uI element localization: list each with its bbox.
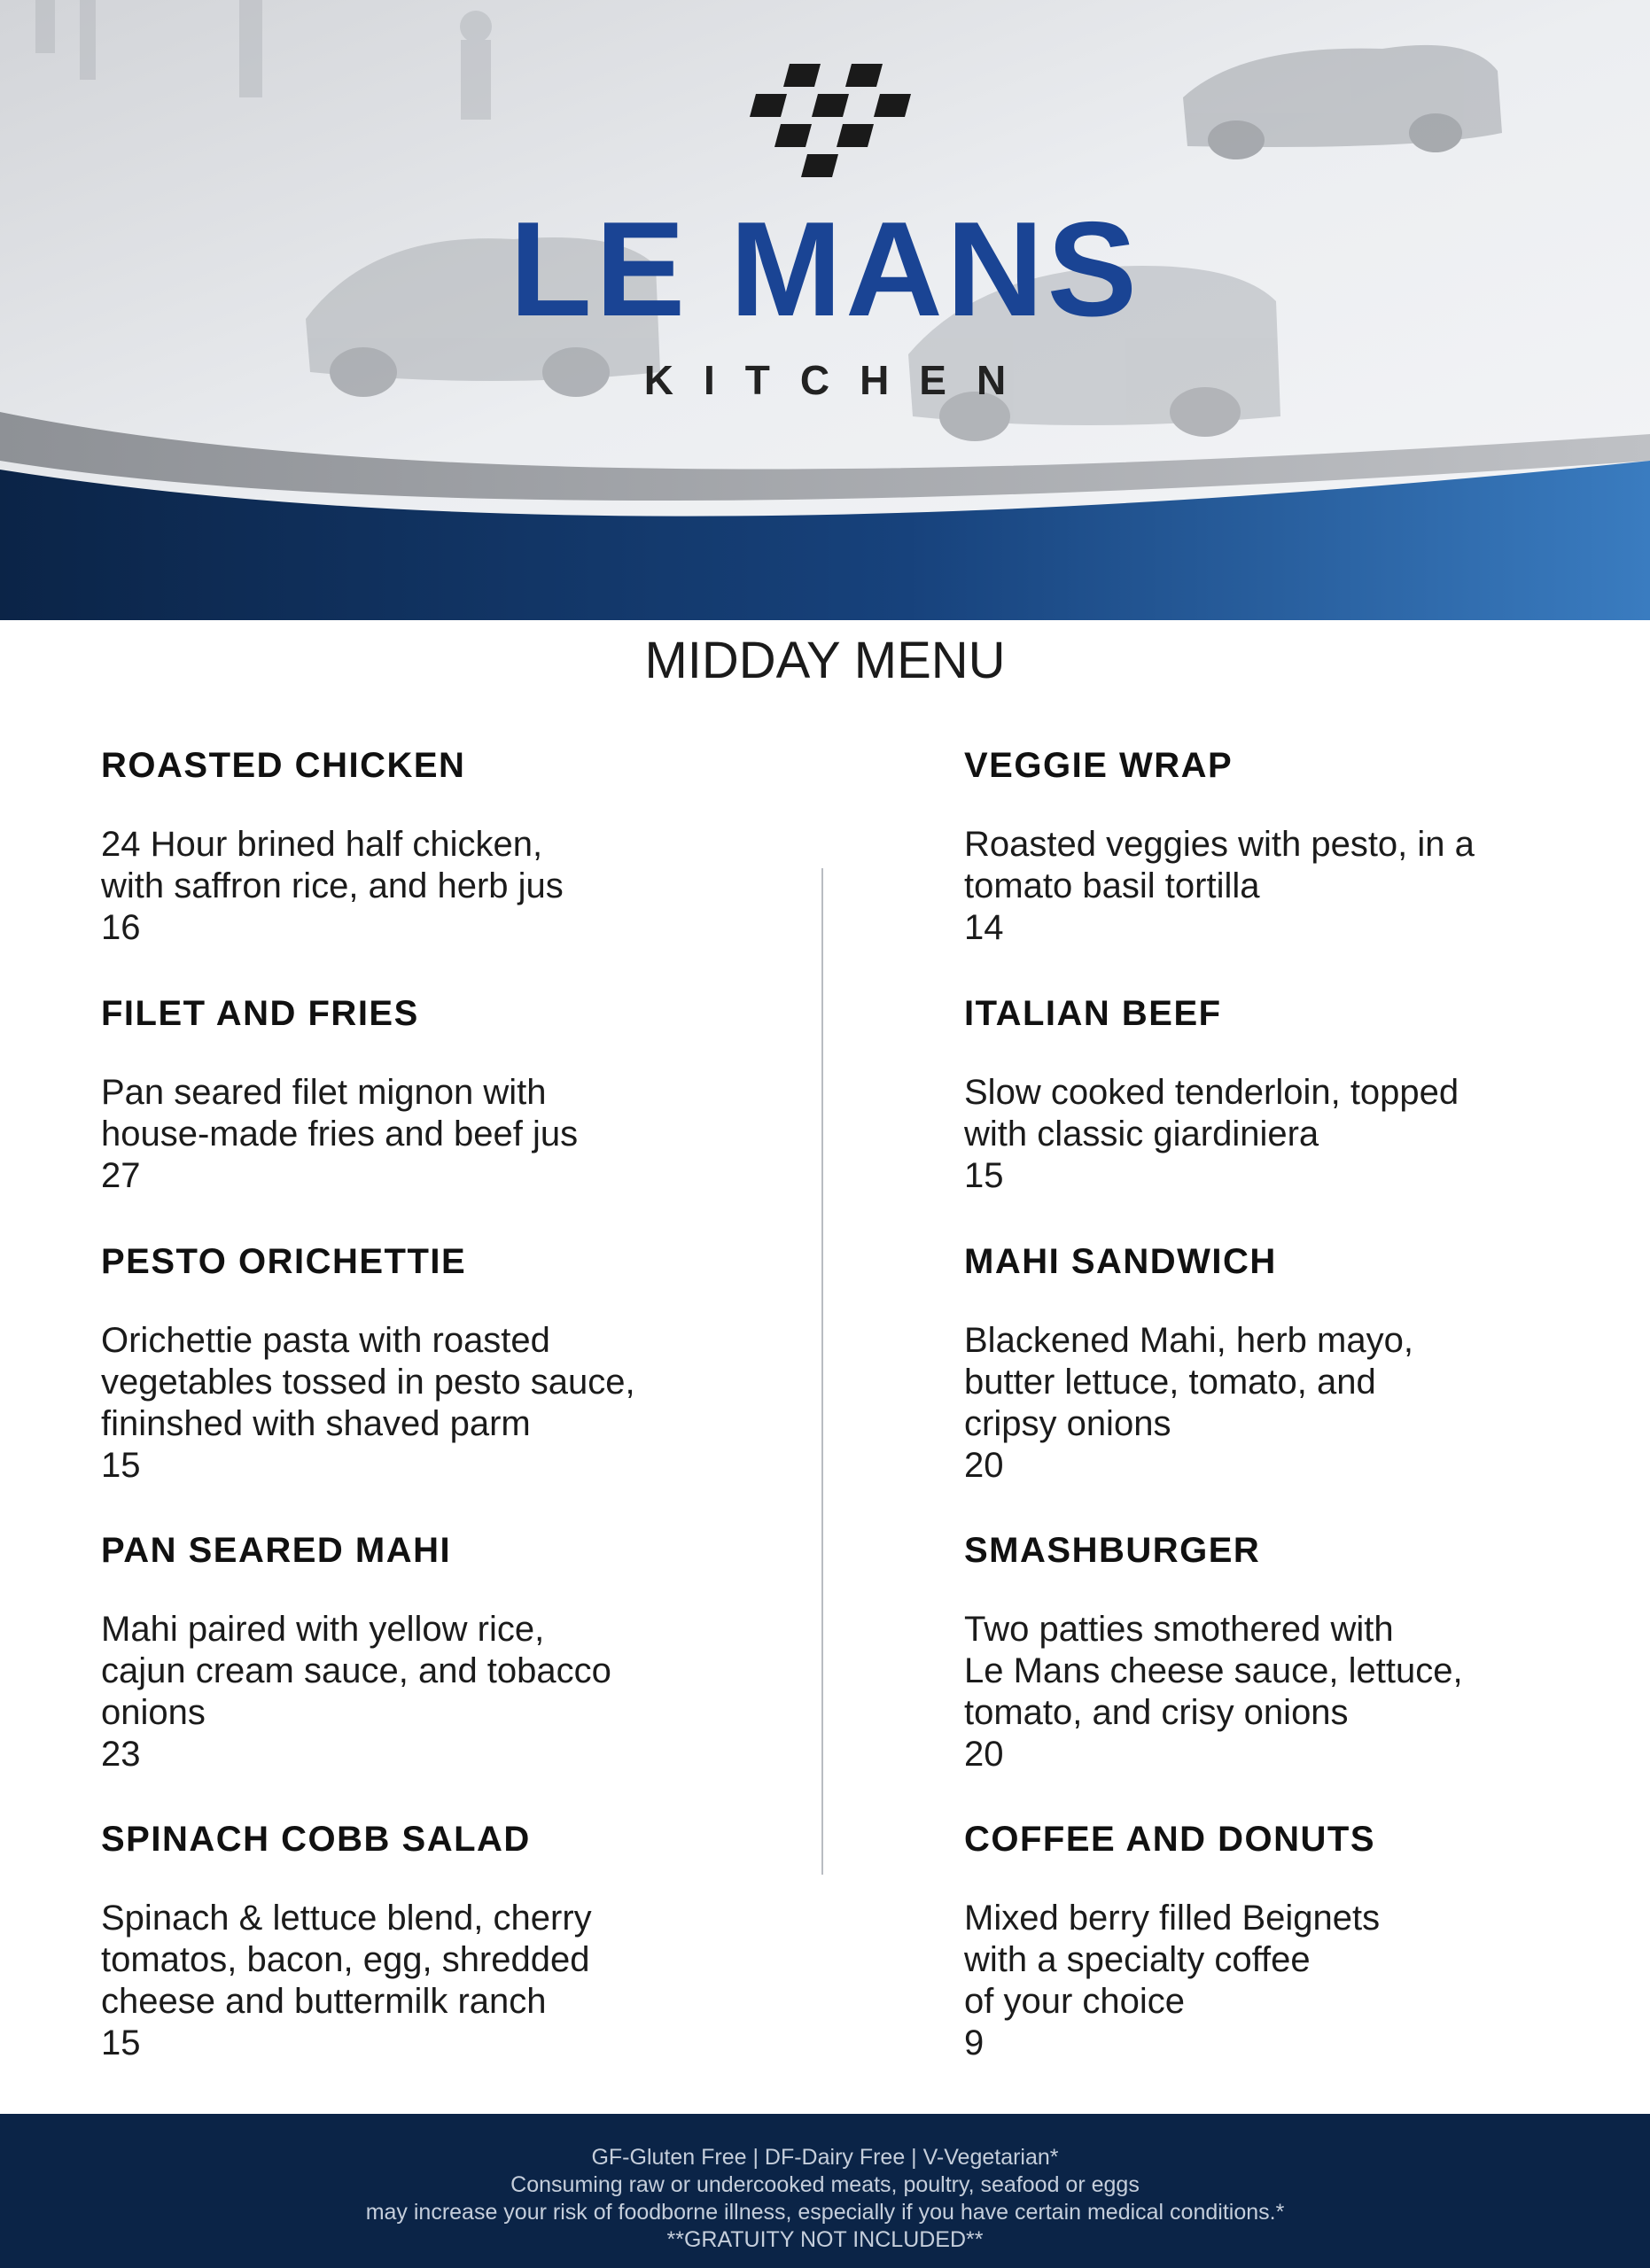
item-name: MAHI SANDWICH bbox=[964, 1242, 1277, 1281]
menu-column-right bbox=[964, 742, 1650, 2105]
item-name: PAN SEARED MAHI bbox=[101, 1531, 452, 1570]
health-warning-line-1: Consuming raw or undercooked meats, poultry, seafood or eggs bbox=[510, 2172, 1140, 2197]
health-warning-line-2: may increase your risk of foodborne illness, especially if you have certain medical conditions.* bbox=[365, 2200, 1285, 2225]
menu-item bbox=[101, 1816, 810, 2105]
header-banner bbox=[0, 0, 1650, 629]
dietary-legend: GF-Gluten Free | DF-Dairy Free | V-Vegetarian* bbox=[591, 2145, 1059, 2170]
menu-item bbox=[101, 742, 810, 990]
brand-subtitle: KITCHEN bbox=[643, 357, 1037, 403]
menu-item bbox=[964, 990, 1650, 1239]
item-price: 16 bbox=[101, 908, 141, 947]
item-description: Spinach & lettuce blend, cherry tomatos, bacon, egg, shredded cheese and buttermilk ranch bbox=[101, 1899, 592, 2021]
item-name: COFFEE AND DONUTS bbox=[964, 1820, 1376, 1859]
item-price: 20 bbox=[964, 1446, 1004, 1485]
item-name: ITALIAN BEEF bbox=[964, 994, 1222, 1033]
item-description: Slow cooked tenderloin, topped with classic giardiniera bbox=[964, 1073, 1459, 1153]
menu-item bbox=[101, 1527, 810, 1816]
gratuity-note: **GRATUITY NOT INCLUDED** bbox=[666, 2227, 984, 2252]
item-price: 15 bbox=[964, 1156, 1004, 1195]
footer-disclaimer bbox=[0, 2114, 1650, 2268]
item-name: PESTO ORICHETTIE bbox=[101, 1242, 467, 1281]
item-description: Mixed berry filled Beignets with a specialty coffee of your choice bbox=[964, 1899, 1381, 2021]
item-price: 9 bbox=[964, 2023, 985, 2062]
item-price: 20 bbox=[964, 1735, 1004, 1774]
menu-item bbox=[964, 1527, 1650, 1816]
menu-item bbox=[964, 1239, 1650, 1527]
item-name: SPINACH COBB SALAD bbox=[101, 1820, 531, 1859]
item-description: Orichettie pasta with roasted vegetables tossed in pesto sauce, fininshed with shaved parm bbox=[101, 1321, 635, 1443]
item-description: Two patties smothered with Le Mans cheese sauce, lettuce, tomato, and crisy onions bbox=[964, 1610, 1463, 1732]
item-description: Mahi paired with yellow rice, cajun cream sauce, and tobacco onions bbox=[101, 1610, 611, 1732]
checkered-flag-icon bbox=[736, 53, 914, 195]
item-price: 14 bbox=[964, 908, 1004, 947]
item-description: Blackened Mahi, herb mayo, butter lettuce, tomato, and cripsy onions bbox=[964, 1321, 1413, 1443]
item-description: Roasted veggies with pesto, in a tomato basil tortilla bbox=[964, 825, 1475, 905]
item-price: 23 bbox=[101, 1735, 141, 1774]
menu-item bbox=[101, 990, 810, 1239]
column-divider bbox=[821, 868, 823, 1875]
item-price: 27 bbox=[101, 1156, 141, 1195]
menu-title: MIDDAY MENU bbox=[644, 632, 1006, 689]
item-description: Pan seared filet mignon with house-made fries and beef jus bbox=[101, 1073, 579, 1153]
item-name: FILET AND FRIES bbox=[101, 994, 419, 1033]
menu-column-left bbox=[101, 742, 810, 2105]
menu-item bbox=[101, 1239, 810, 1527]
brand-logo bbox=[0, 53, 1650, 403]
item-name: SMASHBURGER bbox=[964, 1531, 1261, 1570]
menu-item bbox=[964, 1816, 1650, 2105]
item-price: 15 bbox=[101, 1446, 141, 1485]
item-name: ROASTED CHICKEN bbox=[101, 746, 466, 785]
item-price: 15 bbox=[101, 2023, 141, 2062]
menu-item bbox=[964, 742, 1650, 990]
item-description: 24 Hour brined half chicken, with saffron rice, and herb jus bbox=[101, 825, 564, 905]
brand-title: LE MANS bbox=[510, 194, 1140, 345]
item-name: VEGGIE WRAP bbox=[964, 746, 1234, 785]
